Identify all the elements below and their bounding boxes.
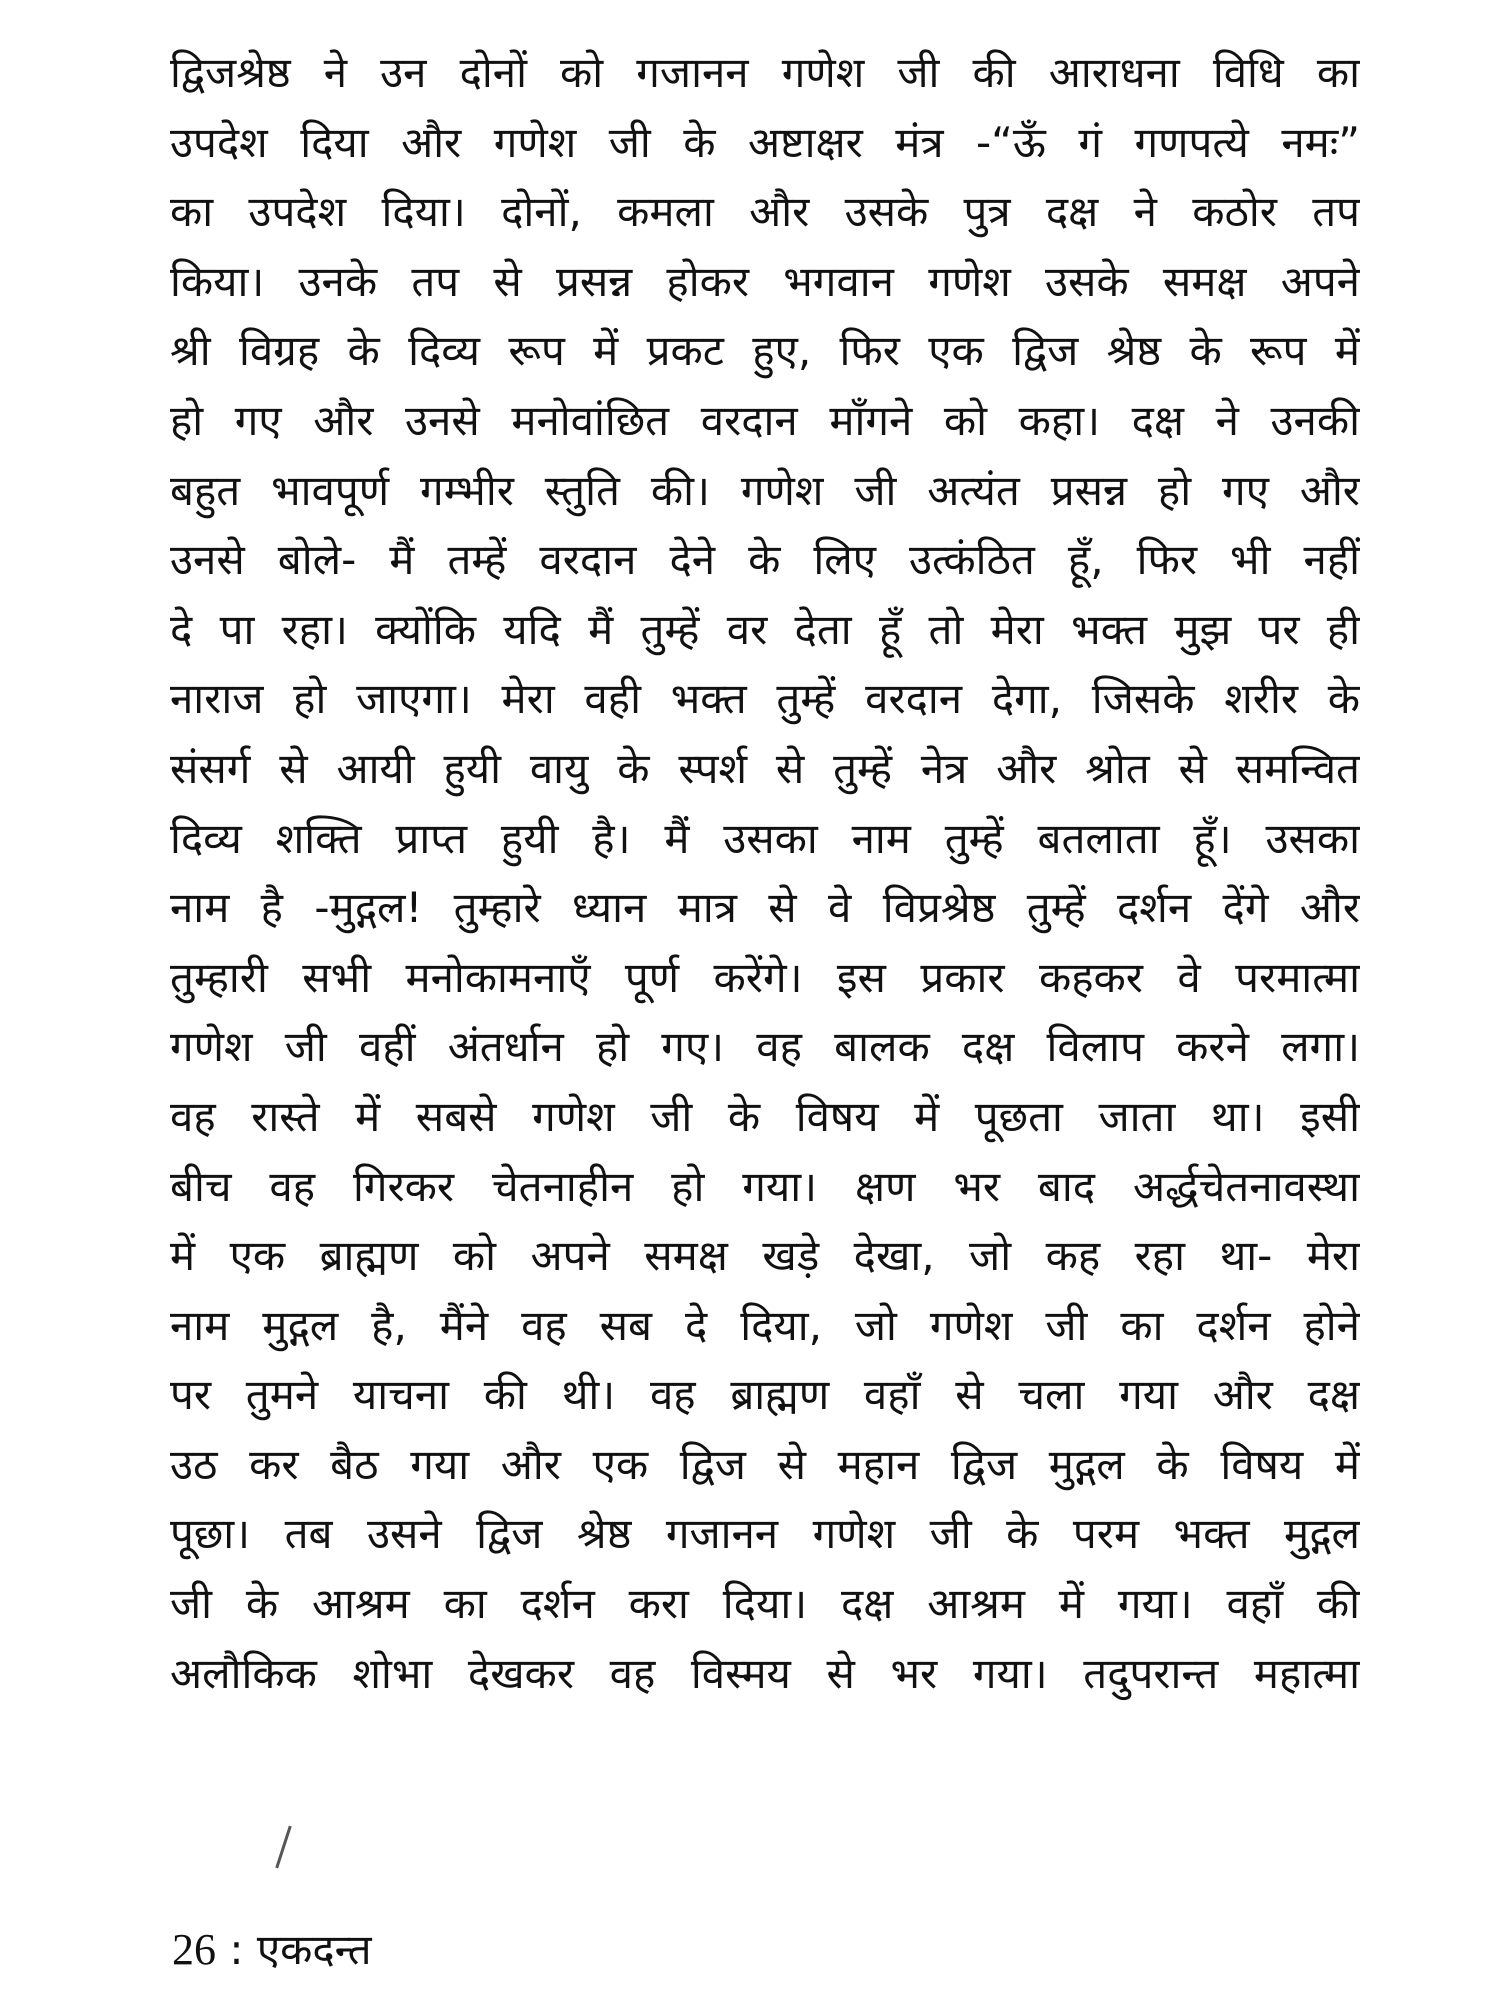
text-line-6: हो गए और उनसे मनोवांछित वरदान माँगने को कहा। दक्ष ने उनकी xyxy=(170,395,1360,445)
text-line-4: किया। उनके तप से प्रसन्न होकर भगवान गणेश उसके समक्ष अपने xyxy=(170,256,1360,306)
text-line-19: नाम मुद्गल है, मैंने वह सब दे दिया, जो गणेश जी का दर्शन होने xyxy=(170,1300,1360,1350)
footer-separator: : xyxy=(216,1925,257,1974)
text-line-22: पूछा। तब उसने द्विज श्रेष्ठ गजानन गणेश जी के परम भक्त मुद्गल xyxy=(170,1509,1360,1559)
text-line-5: श्री विग्रह के दिव्य रूप में प्रकट हुए, फिर एक द्विज श्रेष्ठ के रूप में xyxy=(170,326,1360,376)
text-line-1: द्विजश्रेष्ठ ने उन दोनों को गजानन गणेश जी की आराधना विधि का xyxy=(170,48,1360,97)
text-line-2: उपदेश दिया और गणेश जी के अष्टाक्षर मंत्र -“ऊँ गं गणपत्ये नमः” xyxy=(170,117,1360,167)
stray-pen-mark xyxy=(275,1826,291,1869)
text-line-24: अलौकिक शोभा देखकर वह विस्मय से भर गया। तदुपरान्त महात्मा xyxy=(170,1648,1360,1698)
text-line-16: वह रास्ते में सबसे गणेश जी के विषय में पूछता जाता था। इसी xyxy=(170,1091,1360,1141)
text-line-7: बहुत भावपूर्ण गम्भीर स्तुति की। गणेश जी अत्यंत प्रसन्न हो गए और xyxy=(170,465,1360,515)
text-line-17: बीच वह गिरकर चेतनाहीन हो गया। क्षण भर बाद अर्द्धचेतनावस्था xyxy=(170,1161,1360,1211)
book-title: एकदन्त xyxy=(256,1925,372,1974)
body-text xyxy=(170,38,1360,1708)
text-line-20: पर तुमने याचना की थी। वह ब्राह्मण वहाँ से चला गया और दक्ष xyxy=(170,1370,1360,1420)
page-footer xyxy=(172,1925,372,1975)
text-line-13: नाम है -मुद्गल! तुम्हारे ध्यान मात्र से वे विप्रश्रेष्ठ तुम्हें दर्शन देंगे और xyxy=(170,883,1360,933)
text-line-3: का उपदेश दिया। दोनों, कमला और उसके पुत्र दक्ष ने कठोर तप xyxy=(170,187,1360,237)
text-line-21: उठ कर बैठ गया और एक द्विज से महान द्विज मुद्गल के विषय में xyxy=(170,1439,1360,1489)
text-line-12: दिव्य शक्ति प्राप्त हुयी है। मैं उसका नाम तुम्हें बतलाता हूँ। उसका xyxy=(170,813,1360,863)
text-line-11: संसर्ग से आयी हुयी वायु के स्पर्श से तुम्हें नेत्र और श्रोत से समन्वित xyxy=(170,743,1360,793)
text-line-14: तुम्हारी सभी मनोकामनाएँ पूर्ण करेंगे। इस प्रकार कहकर वे परमात्मा xyxy=(170,952,1360,1002)
page-number: 26 xyxy=(172,1925,216,1974)
text-line-18: में एक ब्राह्मण को अपने समक्ष खड़े देखा, जो कह रहा था- मेरा xyxy=(170,1231,1360,1281)
text-line-10: नाराज हो जाएगा। मेरा वही भक्त तुम्हें वरदान देगा, जिसके शरीर के xyxy=(170,674,1360,724)
text-line-8: उनसे बोले- मैं तम्हें वरदान देने के लिए उत्कंठित हूँ, फिर भी नहीं xyxy=(170,535,1360,585)
text-line-9: दे पा रहा। क्योंकि यदि मैं तुम्हें वर देता हूँ तो मेरा भक्त मुझ पर ही xyxy=(170,604,1360,654)
text-line-15: गणेश जी वहीं अंतर्धान हो गए। वह बालक दक्ष विलाप करने लगा। xyxy=(170,1022,1360,1072)
text-line-23: जी के आश्रम का दर्शन करा दिया। दक्ष आश्रम में गया। वहाँ की xyxy=(170,1579,1360,1629)
